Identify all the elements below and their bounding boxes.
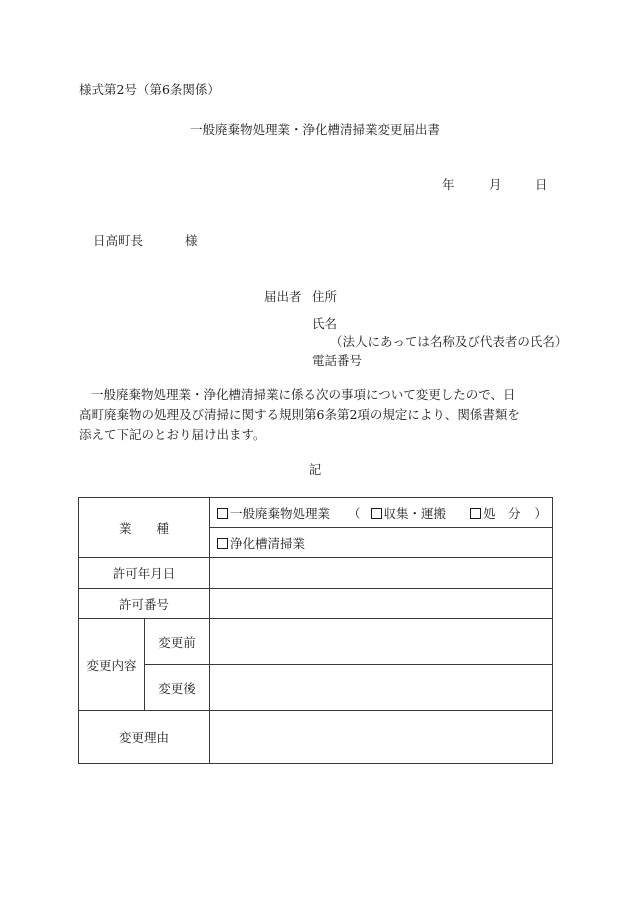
septic-label: 浄化槽清掃業 — [230, 535, 306, 551]
permit-number-field[interactable] — [210, 589, 553, 619]
document-title: 一般廃棄物処理業・浄化槽清掃業変更届出書 — [189, 122, 440, 137]
collection-checkbox[interactable] — [371, 508, 382, 519]
form-table — [78, 497, 553, 764]
after-label: 変更後 — [145, 665, 210, 711]
corporate-note: （法人にあっては名称及び代表者の氏名） — [330, 334, 568, 349]
address-label: 住所 — [312, 289, 338, 304]
septic-checkbox[interactable] — [217, 538, 228, 549]
paren-close: ） — [534, 505, 548, 521]
disposal-checkbox[interactable] — [470, 508, 481, 519]
addressee-suffix: 様 — [185, 233, 198, 248]
ki-heading: 記 — [308, 462, 322, 477]
form-reference: 様式第2号（第6条関係） — [79, 82, 220, 97]
general-waste-checkbox[interactable] — [217, 508, 228, 519]
collection-label: 収集・運搬 — [383, 505, 447, 521]
general-waste-cell — [210, 498, 553, 528]
septic-cell — [210, 528, 553, 558]
after-field[interactable] — [210, 665, 553, 711]
business-type-label-cell — [79, 498, 210, 558]
permit-date-field[interactable] — [210, 558, 553, 589]
body-text: 一般廃棄物処理業・浄化槽清掃業に係る次の事項について変更したので、日高町廃棄物の処理及び清掃に関する規則第6条第2項の規定により、関係書類を添えて下記のとおり届け出ます。 — [79, 387, 520, 442]
date-month-label: 月 — [489, 177, 502, 192]
addressee-name: 日高町長 — [93, 233, 144, 248]
general-waste-label: 一般廃棄物処理業 — [230, 505, 331, 521]
date-day-label: 日 — [535, 177, 548, 192]
change-content-label: 変更内容 — [79, 619, 145, 711]
reason-field[interactable] — [210, 711, 553, 764]
permit-number-label: 許可番号 — [79, 589, 210, 619]
name-label: 氏名 — [312, 316, 338, 331]
before-field[interactable] — [210, 619, 553, 665]
before-label: 変更前 — [145, 619, 210, 665]
business-type-label: 業 種 — [119, 520, 170, 536]
disposal-label: 処 分 — [483, 505, 521, 521]
reason-label: 変更理由 — [79, 711, 210, 764]
date-year-label: 年 — [442, 177, 455, 192]
phone-label: 電話番号 — [312, 353, 363, 368]
permit-date-label: 許可年月日 — [79, 558, 210, 589]
notifier-label: 届出者 — [264, 289, 302, 304]
paren-open: （ — [348, 505, 361, 521]
